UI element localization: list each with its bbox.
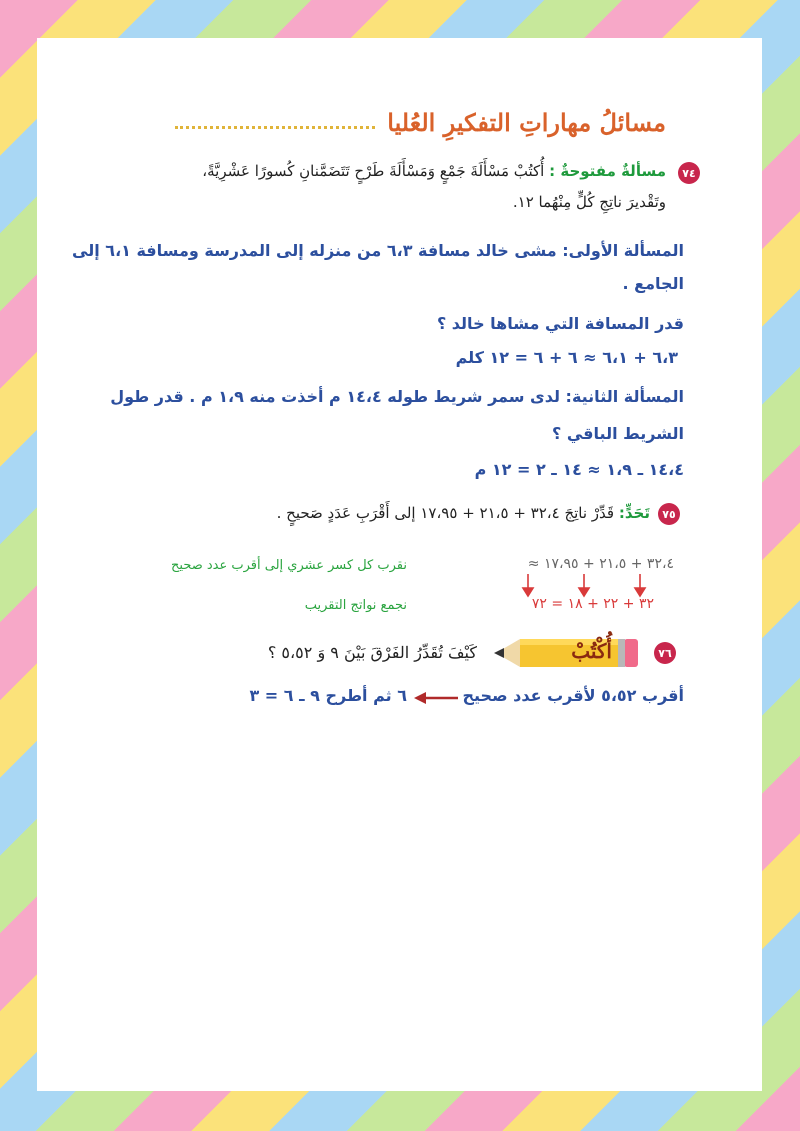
heading-dots-divider xyxy=(175,126,375,129)
question-74-text-1: أُكتُبْ مَسْأَلَةَ جَمْعٍ وَمَسْأَلَةَ طَرْحٍ تَتَضَمَّنانِ كُسورًا عَشْرِيَّةً، xyxy=(202,162,545,180)
worksheet-page xyxy=(37,38,762,1091)
question-75-line xyxy=(277,504,650,522)
challenge-label: تَحَدٍّ: xyxy=(618,504,650,522)
answer-74-problem-1-line-2: الجامع . xyxy=(622,274,684,293)
solution-75-expression-2: ٣٢ + ٢٢ + ١٨ = ٧٢ xyxy=(531,596,654,612)
question-74-line-1 xyxy=(202,162,666,180)
question-number-75: ٧٥ xyxy=(658,503,680,525)
question-74-line-2: وتَقْديرَ ناتِجِ كُلٍّ مِنْهُما ١٢. xyxy=(512,193,666,211)
answer-74-problem-2-line-1: المسألة الثانية: لدى سمر شريط طوله ١٤،٤ م أخذت منه ١،٩ م . قدر طول xyxy=(110,387,684,406)
solution-75-note-1: نقرب كل كسر عشري إلى أقرب عدد صحيح xyxy=(171,558,407,573)
answer-76-part-1: أقرب ٥،٥٢ لأقرب عدد صحيح xyxy=(462,686,684,705)
left-arrow-icon xyxy=(412,690,460,706)
write-pencil-badge xyxy=(490,633,640,673)
rounding-arrowhead xyxy=(523,588,533,596)
question-number-74: ٧٤ xyxy=(678,162,700,184)
answer-74-problem-2-calc: ١٤،٤ ـ ١،٩ ≈ ١٤ ـ ٢ = ١٢ م xyxy=(474,460,684,479)
answer-74-problem-1-question: قدر المسافة التي مشاها خالد ؟ xyxy=(436,314,684,333)
write-label: أُكْتُبْ xyxy=(571,639,612,663)
pencil-icon xyxy=(490,633,640,673)
rounding-arrowhead xyxy=(635,588,645,596)
solution-75-note-2: نجمع نواتج التقريب xyxy=(304,598,407,613)
answer-74-problem-2-line-2: الشريط الباقي ؟ xyxy=(552,424,684,443)
answer-74-problem-1-line-1: المسألة الأولى: مشى خالد مسافة ٦،٣ من منزله إلى المدرسة ومسافة ٦،١ إلى xyxy=(72,241,684,260)
rounding-arrows xyxy=(506,572,666,598)
question-75-text: قَدِّرْ ناتِجَ ٣٢،٤ + ٢١،٥ + ١٧،٩٥ إلى أَقْرَبِ عَدَدٍ صَحيحٍ . xyxy=(276,504,615,522)
rounding-arrowhead xyxy=(579,588,589,596)
question-number-76: ٧٦ xyxy=(654,642,676,664)
answer-76-part-2: ٦ ثم أطرح ٩ ـ ٦ = ٣ xyxy=(249,686,407,705)
solution-75-expression-1: ٣٢،٤ + ٢١،٥ + ١٧،٩٥ ≈ xyxy=(527,556,674,572)
answer-74-problem-1-calc: ٦،٣ + ٦،١ ≈ ٦ + ٦ = ١٢ كلم xyxy=(455,348,678,367)
section-heading-row xyxy=(106,104,666,140)
question-76-text: كَيْفَ تُقَدِّرُ الفَرْقَ بَيْنَ ٩ وَ ٥،٥٢ ؟ xyxy=(267,643,477,662)
section-heading: مسائلُ مهاراتِ التفكيرِ العُليا xyxy=(387,107,666,137)
open-problem-label: مسألةٌ مفتوحةٌ : xyxy=(549,162,666,180)
